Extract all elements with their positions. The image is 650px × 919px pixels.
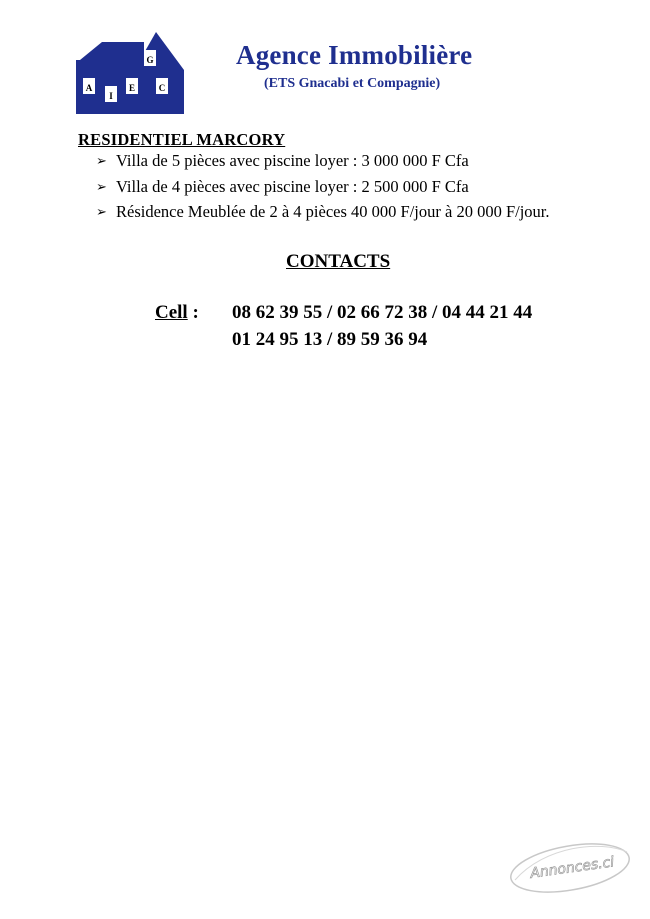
- phone-numbers-line-2: 01 24 95 13 / 89 59 36 94: [232, 329, 428, 350]
- logo-roof: [80, 42, 144, 60]
- section-heading: RESIDENTIEL MARCORY: [78, 130, 286, 149]
- agency-title: Agence Immobilière: [236, 40, 473, 70]
- watermark-text: Annonces.ci: [529, 854, 616, 882]
- logo-letter-e: E: [128, 83, 136, 93]
- listing-item: [96, 151, 469, 171]
- listing-text: Villa de 4 pièces avec piscine loyer : 2 500 000 F Cfa: [116, 177, 469, 196]
- arrow-right-icon: ➢: [96, 180, 107, 195]
- cell-label-text: Cell: [155, 302, 188, 323]
- listing-item: [96, 177, 469, 197]
- arrow-right-icon: ➢: [96, 154, 107, 169]
- listing-item: [96, 202, 550, 222]
- logo-letter-g: G: [146, 55, 154, 65]
- cell-label-separator: :: [187, 302, 199, 323]
- contacts-heading: CONTACTS: [286, 251, 391, 272]
- phone-numbers-line-1: 08 62 39 55 / 02 66 72 38 / 04 44 21 44: [232, 302, 533, 323]
- listing-text: Villa de 5 pièces avec piscine loyer : 3 000 000 F Cfa: [116, 151, 469, 170]
- arrow-right-icon: ➢: [96, 205, 107, 220]
- agency-subtitle: (ETS Gnacabi et Compagnie): [264, 76, 441, 91]
- logo-letter-c: C: [158, 83, 166, 93]
- agency-logo: [74, 30, 186, 114]
- listing-text: Résidence Meublée de 2 à 4 pièces 40 000 F/jour à 20 000 F/jour.: [116, 202, 550, 221]
- logo-letter-a: A: [85, 83, 93, 93]
- logo-gable: [140, 32, 184, 114]
- cell-label: [155, 302, 199, 324]
- logo-letter-i: I: [109, 91, 113, 101]
